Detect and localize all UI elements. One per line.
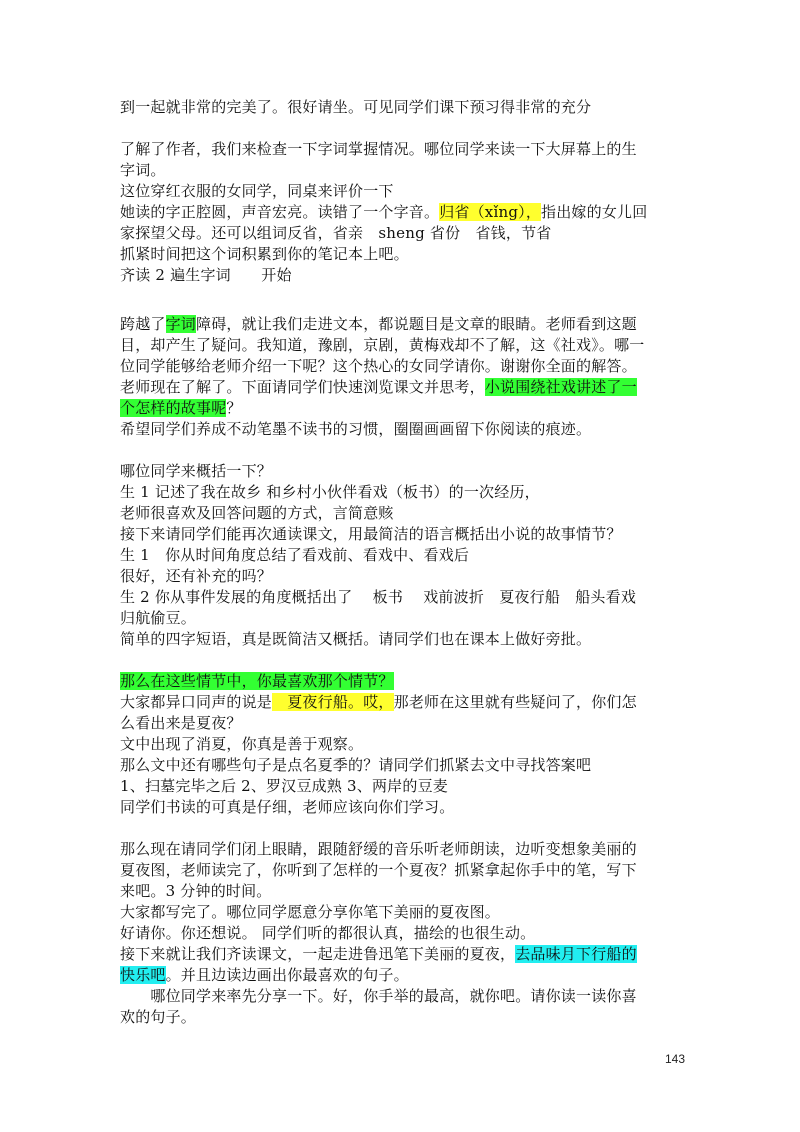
text-run: 抓紧时间把这个词积累到你的笔记本上吧。	[120, 245, 409, 263]
text-run: 那么文中还有哪些句子是点名夏季的？请同学们抓紧去文中寻找答案吧	[120, 756, 592, 774]
text-run: 同学们书读的可真是仔细，老师应该向你们学习。	[120, 798, 455, 816]
text-run: 文中出现了消夏，你真是善于观察。	[120, 735, 364, 753]
text-line	[120, 503, 685, 524]
text-run: 齐读 2 遍生字词 开始	[120, 266, 292, 284]
text-line	[120, 265, 685, 286]
text-run: 哪位同学来概括一下？	[120, 462, 273, 480]
text-run: 接下来就让我们齐读课文，一起走进鲁迅笔下美丽的夏夜，	[120, 945, 516, 963]
text-line	[120, 97, 685, 118]
text-line	[120, 608, 685, 629]
text-run: 生 1 记述了我在故乡 和乡村小伙伴看戏（板书）的一次经历，	[120, 483, 540, 501]
text-run: 很好，还有补充的吗？	[120, 567, 273, 585]
text-run: 哪位同学来率先分享一下。好，你手举的最高，就你吧。请你读一读你喜	[120, 987, 637, 1005]
text-line	[120, 881, 685, 902]
text-line	[120, 986, 685, 1007]
text-line	[120, 860, 685, 881]
highlight-green: 小说围绕社戏讲述了一	[484, 378, 637, 396]
text-line	[120, 692, 685, 713]
text-line	[120, 160, 685, 181]
text-line	[120, 461, 685, 482]
text-line	[120, 566, 685, 587]
text-line	[120, 944, 685, 965]
text-line	[120, 377, 685, 398]
text-run: 大家都写完了。哪位同学愿意分享你笔下美丽的夏夜图。	[120, 903, 501, 921]
page-number: 143	[664, 1052, 685, 1066]
text-run: 。并且边读边画出你最喜欢的句子。	[165, 966, 409, 984]
text-run: 她读的字正腔圆，声音宏亮。读错了一个字音。	[120, 203, 440, 221]
text-run: 老师很喜欢及回答问题的方式，言简意赅	[120, 504, 394, 522]
text-run: 字词。	[120, 161, 166, 179]
text-line	[120, 545, 685, 566]
text-run: 老师现在了解了。下面请同学们快速浏览课文并思考，	[120, 378, 485, 396]
paragraph-preview-intro	[120, 97, 685, 118]
text-line	[120, 965, 685, 986]
text-run: 希望同学们养成不动笔墨不读书的习惯，圈圈画画留下你阅读的痕迹。	[120, 420, 592, 438]
text-line	[120, 734, 685, 755]
text-line	[120, 839, 685, 860]
text-line	[120, 314, 685, 335]
text-run: 1、扫墓完毕之后 2、罗汉豆成熟 3、两岸的豆麦	[120, 777, 448, 795]
highlight-cyan: 快乐吧	[120, 966, 166, 984]
text-run: 跨越了	[120, 315, 166, 333]
highlight-green: 个怎样的故事呢	[120, 399, 227, 417]
paragraph-vocabulary-check	[120, 139, 685, 286]
highlight-yellow: 归省（xǐng），	[439, 203, 542, 221]
text-line	[120, 419, 685, 440]
text-line	[120, 629, 685, 650]
text-line	[120, 902, 685, 923]
highlight-green: 那么在这些情节中，你最喜欢那个情节？	[120, 672, 394, 690]
text-run: 好请你。你还想说。 同学们听的都很认真，描绘的也很生动。	[120, 924, 536, 942]
text-line	[120, 923, 685, 944]
text-run: ？	[226, 399, 242, 417]
text-line	[120, 223, 685, 244]
paragraph-reading-aloud	[120, 839, 685, 1028]
text-run: 来吧。3 分钟的时间。	[120, 882, 272, 900]
highlight-yellow: 夏夜行船。哎，	[272, 693, 394, 711]
text-line	[120, 797, 685, 818]
text-run: 欢的句子。	[120, 1008, 197, 1026]
text-line	[120, 398, 685, 419]
text-run: 简单的四字短语，真是既简洁又概括。请同学们也在课本上做好旁批。	[120, 630, 592, 648]
text-run: 到一起就非常的完美了。很好请坐。可见同学们课下预习得非常的充分	[120, 98, 592, 116]
text-run: 那么现在请同学们闭上眼睛，跟随舒缓的音乐听老师朗读，边听变想象美丽的	[120, 840, 637, 858]
text-run: 那老师在这里就有些疑问了，你们怎	[393, 693, 637, 711]
text-run: 位同学能够给老师介绍一下呢？这个热心的女同学请你。谢谢你全面的解答。	[120, 357, 637, 375]
text-run: 夏夜图，老师读完了，你听到了怎样的一个夏夜？抓紧拿起你手中的笔，写下	[120, 861, 637, 879]
text-line	[120, 139, 685, 160]
text-line	[120, 1007, 685, 1028]
text-line	[120, 181, 685, 202]
paragraph-summer-night	[120, 671, 685, 818]
text-run: 大家都异口同声的说是	[120, 693, 273, 711]
text-run: 生 1 你从时间角度总结了看戏前、看戏中、看戏后	[120, 546, 470, 564]
text-line	[120, 776, 685, 797]
text-line	[120, 671, 685, 692]
text-run: 了解了作者，我们来检查一下字词掌握情况。哪位同学来读一下大屏幕上的生	[120, 140, 637, 158]
text-line	[120, 202, 685, 223]
text-run: 归航偷豆。	[120, 609, 197, 627]
text-run: 障碍，就让我们走进文本，都说题目是文章的眼睛。老师看到这题	[196, 315, 637, 333]
text-line	[120, 356, 685, 377]
text-run: 这位穿红衣服的女同学，同桌来评价一下	[120, 182, 394, 200]
text-run: 家探望父母。还可以组词反省，省亲 sheng 省份 省钱，节省	[120, 224, 552, 242]
paragraph-plot-summary	[120, 461, 685, 650]
text-run: 目，却产生了疑问。我知道，豫剧，京剧，黄梅戏却不了解，这《社戏》。哪一	[120, 336, 645, 354]
text-run: 么看出来是夏夜？	[120, 714, 242, 732]
text-line	[120, 335, 685, 356]
text-run: 接下来请同学们能再次通读课文，用最简洁的语言概括出小说的故事情节？	[120, 525, 622, 543]
highlight-cyan: 去品味月下行船的	[515, 945, 637, 963]
text-run: 生 2 你从事件发展的角度概括出了 板书 戏前波折 夏夜行船 船头看戏	[120, 588, 637, 606]
text-line	[120, 524, 685, 545]
text-line	[120, 755, 685, 776]
text-run: 指出嫁的女儿回	[541, 203, 648, 221]
text-line	[120, 587, 685, 608]
text-line	[120, 713, 685, 734]
text-line	[120, 244, 685, 265]
text-line	[120, 482, 685, 503]
paragraph-title-question	[120, 314, 685, 440]
highlight-green: 字词	[165, 315, 197, 333]
